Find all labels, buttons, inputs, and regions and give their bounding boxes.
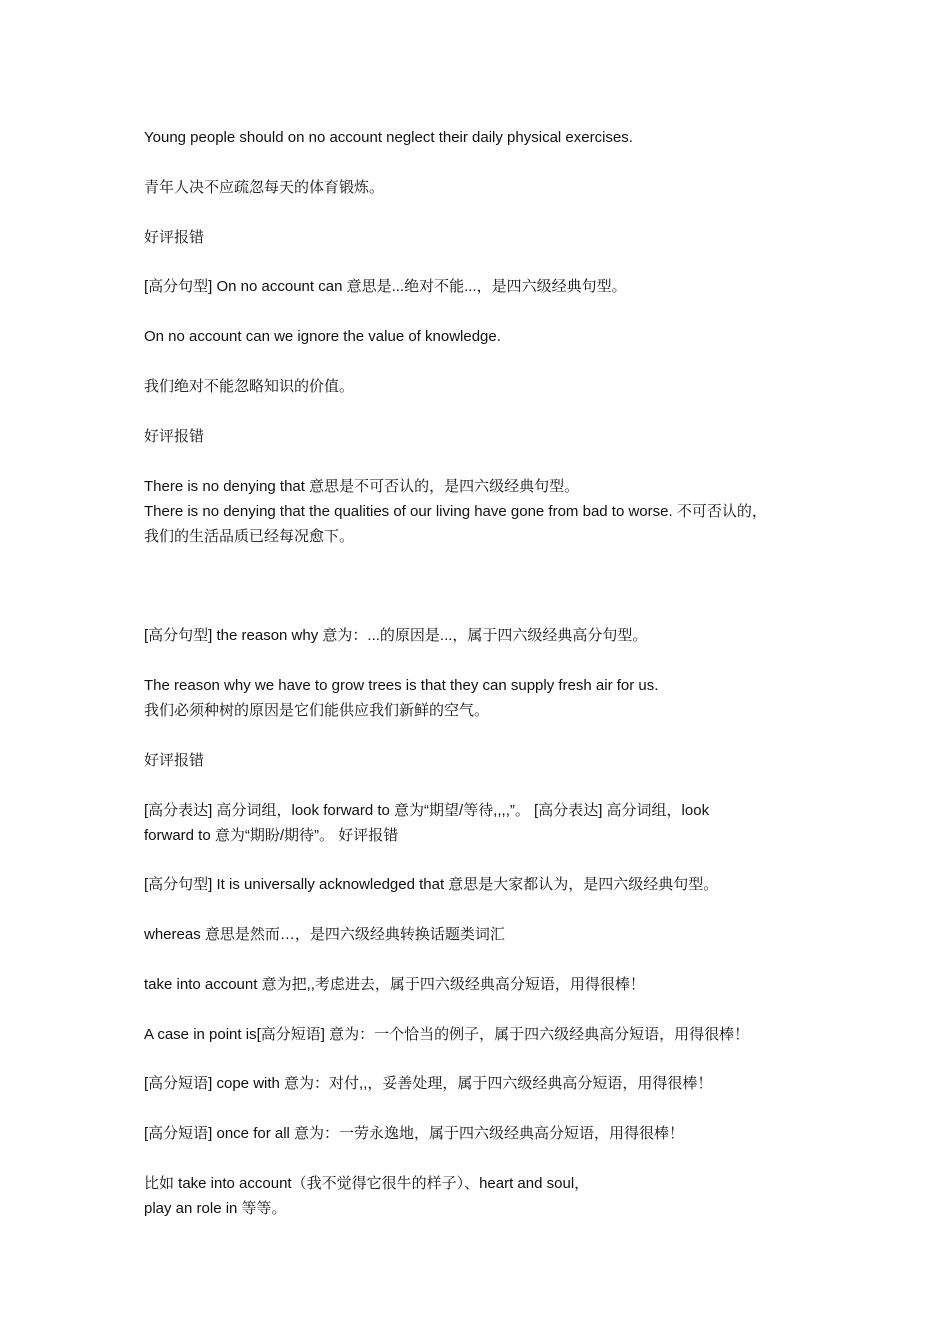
example-sentence-en: On no account can we ignore the value of knowledge.	[144, 328, 501, 345]
phrase-note: A case in point is[高分短语] 意为：一个恰当的例子，属于四六级经典高分短语，用得很棒！	[144, 1026, 750, 1043]
high-score-pattern-note: There is no denying that 意思是不可否认的，是四六级经典句型。	[144, 478, 580, 495]
example-sentence-en: Young people should on no account neglect their daily physical exercises.	[144, 129, 633, 146]
feedback-link[interactable]: 好评报错	[144, 751, 205, 769]
phrase-note: take into account 意为把,,考虑进去，属于四六级经典高分短语，用得很棒！	[144, 976, 645, 993]
high-score-pattern-note: [高分句型] On no account can 意思是...绝对不能...，是四六级经典句型。	[144, 278, 627, 295]
example-sentence-zh: 我们的生活品质已经每况愈下。	[144, 527, 355, 545]
example-sentence-en: The reason why we have to grow trees is that they can supply fresh air for us.	[144, 677, 659, 694]
example-sentence-en: There is no denying that the qualities of our living have gone from bad to worse. 不可否认的，	[144, 503, 767, 520]
vocabulary-note: whereas 意思是然而…，是四六级经典转换话题类词汇	[144, 926, 505, 943]
phrase-note: [高分短语] once for all 意为：一劳永逸地，属于四六级经典高分短语，用得很棒！	[144, 1125, 685, 1142]
example-sentence-zh: 青年人决不应疏忽每天的体育锻炼。	[144, 178, 385, 196]
feedback-link[interactable]: 好评报错	[144, 228, 205, 246]
example-sentence-zh: 我们必须种树的原因是它们能供应我们新鲜的空气。	[144, 701, 490, 719]
high-score-pattern-note: [高分句型] the reason why 意为：...的原因是...，属于四六级经典高分句型。	[144, 627, 648, 644]
feedback-link[interactable]: 好评报错	[144, 427, 205, 445]
high-score-pattern-note: [高分句型] It is universally acknowledged that 意思是大家都认为，是四六级经典句型。	[144, 876, 719, 893]
high-score-expression-note: [高分表达] 高分词组，look forward to 意为“期望/等待,,,,”。 [高分表达] 高分词组，look	[144, 802, 710, 819]
phrase-note: [高分短语] cope with 意为：对付,,，妥善处理，属于四六级经典高分短语，用得很棒！	[144, 1075, 713, 1092]
summary-note: 比如 take into account（我不觉得它很牛的样子）、heart and soul，	[144, 1175, 590, 1192]
summary-note-continued: play an role in 等等。	[144, 1200, 287, 1217]
high-score-expression-note-continued: forward to 意为“期盼/期待”。 好评报错	[144, 827, 399, 844]
example-sentence-zh: 我们绝对不能忽略知识的价值。	[144, 377, 355, 395]
